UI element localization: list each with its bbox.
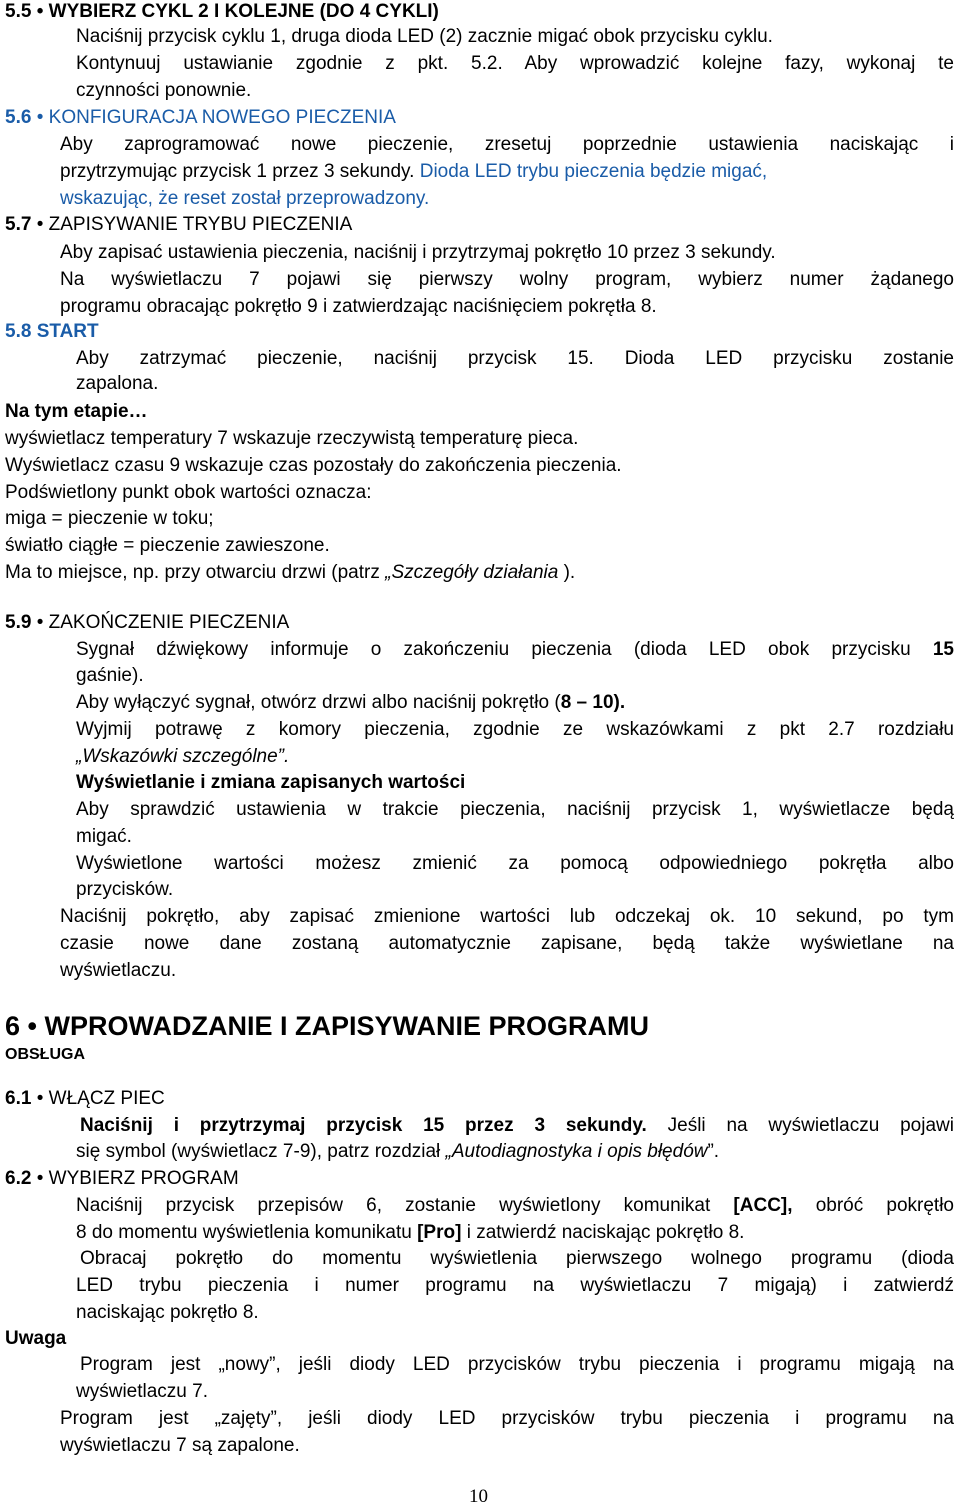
paragraph-line: „Wskazówki szczególne”. bbox=[76, 746, 290, 767]
section-title: KONFIGURACJA NOWEGO PIECZENIA bbox=[48, 107, 396, 128]
paragraph-line: Aby sprawdzić ustawienia w trakcie pieczenia, naciśnij przycisk 1, wyświetlacze będą bbox=[76, 799, 954, 820]
paragraph-line: wyświetlacz temperatury 7 wskazuje rzeczywistą temperaturę pieca. bbox=[5, 428, 579, 449]
paragraph-line: Obracaj pokrętło do momentu wyświetlenia pierwszego wolnego programu (dioda bbox=[80, 1248, 954, 1269]
paragraph-line: wyświetlaczu. bbox=[60, 960, 177, 981]
text-run: Sygnał dźwiękowy informuje o zakończeniu pieczenia (dioda LED obok przycisku bbox=[76, 639, 933, 660]
paragraph-line: światło ciągłe = pieczenie zawieszone. bbox=[5, 535, 330, 556]
section-title: WŁĄCZ PIEC bbox=[48, 1088, 165, 1109]
paragraph-line: Naciśnij przycisk cyklu 1, druga dioda LED (2) zacznie migać obok przycisku cyklu. bbox=[76, 26, 773, 47]
paragraph-line: Aby zapisać ustawienia pieczenia, naciśnij i przytrzymaj pokrętło 10 przez 3 sekundy. bbox=[60, 242, 776, 263]
paragraph-line: naciskając pokrętło 8. bbox=[76, 1302, 259, 1323]
subsection-title: Wyświetlanie i zmiana zapisanych wartości bbox=[76, 772, 466, 793]
section-5-7-heading: 5.7 • ZAPISYWANIE TRYBU PIECZENIA bbox=[5, 214, 353, 235]
paragraph-line bbox=[76, 691, 625, 714]
paragraph-line: Kontynuuj ustawianie zgodnie z pkt. 5.2. Aby wprowadzić kolejne fazy, wykonaj te bbox=[76, 53, 954, 74]
paragraph-line bbox=[76, 1194, 954, 1217]
section-6-2-heading: 6.2 • WYBIERZ PROGRAM bbox=[5, 1168, 239, 1189]
paragraph-line: Podświetlony punkt obok wartości oznacza: bbox=[5, 482, 372, 503]
text-run: ). bbox=[558, 562, 576, 583]
paragraph-line: wskazując, że reset został przeprowadzony. bbox=[60, 188, 430, 209]
paragraph-line: Na wyświetlaczu 7 pojawi się pierwszy wolny program, wybierz numer żądanego bbox=[60, 269, 954, 290]
text-run: Naciśnij przycisk przepisów 6, zostanie wyświetlony komunikat bbox=[76, 1195, 734, 1216]
note-title: Uwaga bbox=[5, 1328, 67, 1349]
paragraph-line: wyświetlaczu 7 są zapalone. bbox=[60, 1435, 300, 1456]
section-number: 5.5 bbox=[5, 1, 32, 22]
section-title: WYBIERZ PROGRAM bbox=[48, 1168, 239, 1189]
section-6-1-heading: 6.1 • WŁĄCZ PIEC bbox=[5, 1088, 165, 1109]
text-run: Jeśli na wyświetlaczu pojawi bbox=[646, 1115, 954, 1136]
paragraph-line: LED trybu pieczenia i numer programu na wyświetlaczu 7 migają) i zatwierdź bbox=[76, 1275, 954, 1296]
paragraph-line: czasie nowe dane zostaną automatycznie zapisane, będą także wyświetlane na bbox=[60, 933, 954, 954]
paragraph-line: Aby zaprogramować nowe pieczenie, zresetuj poprzednie ustawienia naciskając i bbox=[60, 134, 954, 155]
text-run: 8 do momentu wyświetlenia komunikatu bbox=[76, 1222, 418, 1243]
paragraph-line: gaśnie). bbox=[76, 665, 144, 686]
paragraph-line bbox=[76, 1221, 744, 1244]
paragraph-line: Program jest „nowy”, jeśli diody LED przycisków trybu pieczenia i programu migają na bbox=[80, 1354, 954, 1375]
text-run: „Szczegóły działania bbox=[385, 562, 559, 583]
text-run: „Autodiagnostyka i opis błędów bbox=[445, 1141, 708, 1162]
section-title-note: (DO 4 CYKLI) bbox=[319, 1, 439, 22]
section-number: 5.6 bbox=[5, 107, 32, 128]
section-title: START bbox=[36, 321, 99, 342]
text-run: się symbol (wyświetlacz 7-9), patrz rozdział bbox=[76, 1141, 446, 1162]
text-run: i zatwierdź naciskając pokrętło 8. bbox=[461, 1222, 745, 1243]
paragraph-line: wyświetlaczu 7. bbox=[76, 1381, 208, 1402]
paragraph-line: Program jest „zajęty”, jeśli diody LED przycisków trybu pieczenia i programu na bbox=[60, 1408, 954, 1429]
section-number: 6.2 bbox=[5, 1168, 32, 1189]
paragraph-line bbox=[5, 561, 575, 584]
paragraph-line: migać. bbox=[76, 826, 132, 847]
section-title: ZAPISYWANIE TRYBU PIECZENIA bbox=[48, 214, 353, 235]
text-run: Aby wyłączyć sygnał, otwórz drzwi albo naciśnij pokrętło ( bbox=[76, 692, 561, 713]
paragraph-line: czynności ponownie. bbox=[76, 80, 252, 101]
paragraph-line bbox=[80, 1114, 954, 1137]
text-run: obróć pokrętło bbox=[792, 1195, 954, 1216]
paragraph-line: Naciśnij pokrętło, aby zapisać zmienione wartości lub odczekaj ok. 10 sekund, po tym bbox=[60, 906, 954, 927]
section-5-6-heading: 5.6 • KONFIGURACJA NOWEGO PIECZENIA bbox=[5, 107, 396, 128]
section-title: ZAKOŃCZENIE PIECZENIA bbox=[48, 612, 290, 633]
paragraph-line: Wyświetlone wartości możesz zmienić za pomocą odpowiedniego pokrętła albo bbox=[76, 853, 954, 874]
section-5-8-heading bbox=[5, 320, 99, 343]
text-run: przytrzymując przycisk 1 przez 3 sekundy. bbox=[60, 161, 415, 182]
section-number: 5.9 bbox=[5, 612, 32, 633]
paragraph-line: Aby zatrzymać pieczenie, naciśnij przycisk 15. Dioda LED przycisku zostanie bbox=[76, 348, 954, 369]
text-run: 8 – 10). bbox=[560, 692, 626, 713]
paragraph-line: przycisków. bbox=[76, 879, 174, 900]
paragraph-line: zapalona. bbox=[76, 373, 159, 394]
text-run: Dioda LED trybu pieczenia będzie migać, bbox=[419, 161, 768, 182]
section-5-9-heading: 5.9 • ZAKOŃCZENIE PIECZENIA bbox=[5, 612, 290, 633]
text-run: [Pro] bbox=[417, 1222, 462, 1243]
paragraph-line bbox=[60, 160, 767, 183]
chapter-subheading: OBSŁUGA bbox=[5, 1046, 85, 1063]
section-5-5-heading: 5.5 • WYBIERZ CYKL 2 I KOLEJNE (DO 4 CYKLI) bbox=[5, 1, 439, 22]
text-run: Naciśnij i przytrzymaj przycisk 15 przez 3 sekundy. bbox=[80, 1115, 647, 1136]
chapter-heading: 6 • WPROWADZANIE I ZAPISYWANIE PROGRAMU bbox=[5, 1011, 649, 1041]
stage-heading: Na tym etapie… bbox=[5, 401, 148, 422]
text-run: [ACC], bbox=[733, 1195, 793, 1216]
text-run: Ma to miejsce, np. przy otwarciu drzwi (patrz bbox=[5, 562, 386, 583]
section-title: WYBIERZ CYKL 2 I KOLEJNE bbox=[48, 1, 315, 22]
paragraph-line: programu obracając pokrętło 9 i zatwierdzając naciśnięciem pokrętła 8. bbox=[60, 296, 657, 317]
text-run: 15 bbox=[932, 639, 954, 660]
section-number: 5.7 bbox=[5, 214, 32, 235]
text-run: ”. bbox=[707, 1141, 720, 1162]
paragraph-line: Wyświetlacz czasu 9 wskazuje czas pozostały do zakończenia pieczenia. bbox=[5, 455, 622, 476]
section-number: 6.1 bbox=[5, 1088, 32, 1109]
paragraph-line: Wyjmij potrawę z komory pieczenia, zgodnie ze wskazówkami z pkt 2.7 rozdziału bbox=[76, 719, 954, 740]
paragraph-line: miga = pieczenie w toku; bbox=[5, 508, 214, 529]
paragraph-line bbox=[76, 638, 954, 661]
page-number: 10 bbox=[469, 1486, 488, 1507]
paragraph-line bbox=[76, 1140, 719, 1163]
section-number: 5.8 bbox=[5, 321, 32, 342]
